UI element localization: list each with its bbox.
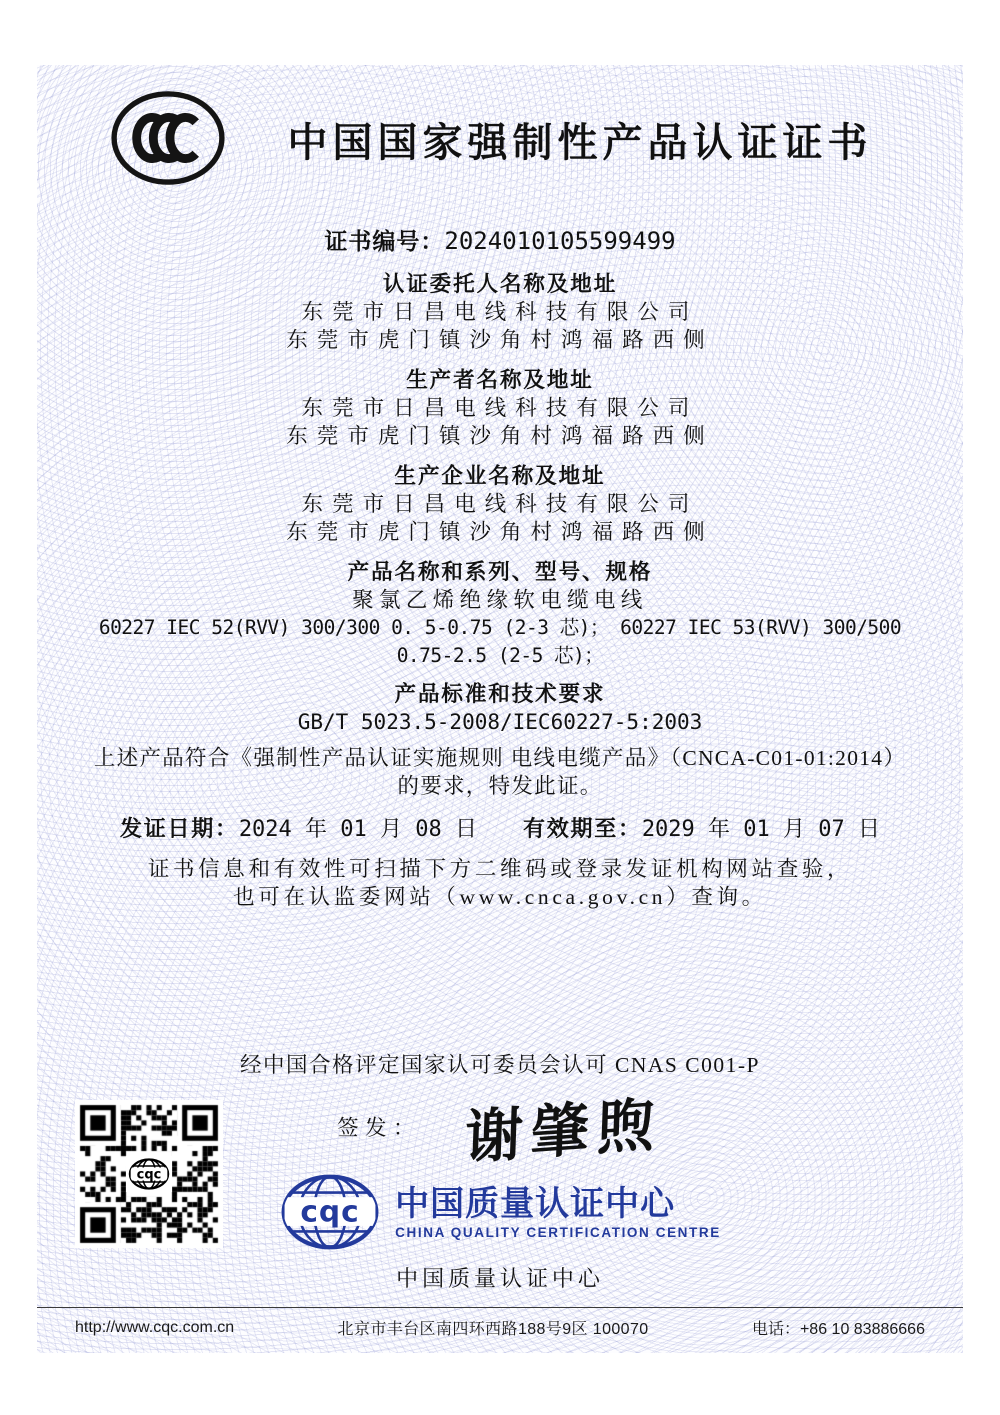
valid-until-label: 有效期至： [523,816,642,841]
statement-line1: 上述产品符合《强制性产品认证实施规则 电线电缆产品》（CNCA-C01-01:2014） [93,746,907,770]
product-spec-line2: 0.75-2.5 (2-5 芯)； [396,644,604,667]
signature-handwriting: 谢肇煦 [463,1091,664,1172]
cqc-globe-icon [279,1170,381,1254]
applicant-name: 东莞市日昌电线科技有限公司 [301,300,699,324]
producer-address: 东莞市虎门镇沙角村鸿福路西侧 [286,424,714,448]
section-heading: 生产者名称及地址 [406,368,594,392]
section-applicant [37,270,963,354]
issue-date-label: 发证日期： [120,816,239,841]
verification-note [37,855,963,911]
section-heading: 认证委托人名称及地址 [382,272,618,296]
section-producer [37,366,963,450]
certificate-header [37,65,963,205]
cqc-name-en: CHINA QUALITY CERTIFICATION CENTRE [395,1224,721,1240]
valid-until-value: 2029 年 01 月 07 日 [641,817,880,842]
qr-center-cqc-globe-icon [126,1156,172,1192]
qr-globe-letters: cqc [136,1167,162,1183]
manufacturer-name: 东莞市日昌电线科技有限公司 [301,492,699,516]
issue-date-value: 2024 年 01 月 08 日 [238,817,477,842]
footer-address: 北京市丰台区南四环西路188号9区 100070 [337,1321,649,1338]
section-heading: 生产企业名称及地址 [394,464,606,488]
ccc-mark-icon [109,89,227,187]
verify-line1: 证书信息和有效性可扫描下方二维码或登录发证机构网站查验， [147,857,853,881]
footer-phone: 电话：+86 10 83886666 [751,1321,925,1338]
certificate-title: 中国国家强制性产品认证证书 [287,119,873,165]
producer-name: 东莞市日昌电线科技有限公司 [301,396,699,420]
qr-code [75,1100,223,1248]
issue-date-group [120,814,477,845]
cqc-globe-letters: cqc [300,1193,360,1229]
verify-line2: 也可在认监委网站（www.cnca.gov.cn）查询。 [233,885,767,909]
section-standard [37,680,963,736]
cqc-name-cn: 中国质量认证中心 [395,1184,676,1223]
statement-line2: 的要求，特发此证。 [397,774,603,798]
section-heading: 产品名称和系列、型号、规格 [347,560,653,584]
standard-code: GB/T 5023.5-2008/IEC60227-5:2003 [297,710,703,734]
manufacturer-address: 东莞市虎门镇沙角村鸿福路西侧 [286,520,714,544]
certificate-page [37,65,963,1353]
section-product [37,558,963,670]
certificate-number-label: 证书编号： [324,229,445,254]
footer-divider [37,1307,963,1308]
section-heading: 产品标准和技术要求 [394,682,606,706]
footer [37,1316,963,1339]
section-manufacturer [37,462,963,546]
certificate-number-value: 2024010105599499 [444,227,676,255]
valid-until-group [523,814,880,845]
certificate-number-line [37,223,963,256]
product-spec-line1: 60227 IEC 52(RVV) 300/300 0. 5-0.75 (2-3 芯)； 60227 IEC 53(RVV) 300/500 [98,616,902,639]
conformity-statement [37,744,963,800]
cqc-name-block [395,1185,721,1240]
product-name: 聚氯乙烯绝缘软电缆电线 [352,588,648,612]
date-row [37,814,963,845]
issuer-name-line: 中国质量认证中心 [396,1266,604,1291]
sign-label: 签发： [337,1115,421,1140]
applicant-address: 东莞市虎门镇沙角村鸿福路西侧 [286,328,714,352]
footer-url: http://www.cqc.com.cn [75,1318,235,1336]
accreditation-line: 经中国合格评定国家认可委员会认可 CNAS C001-P [240,1053,760,1077]
